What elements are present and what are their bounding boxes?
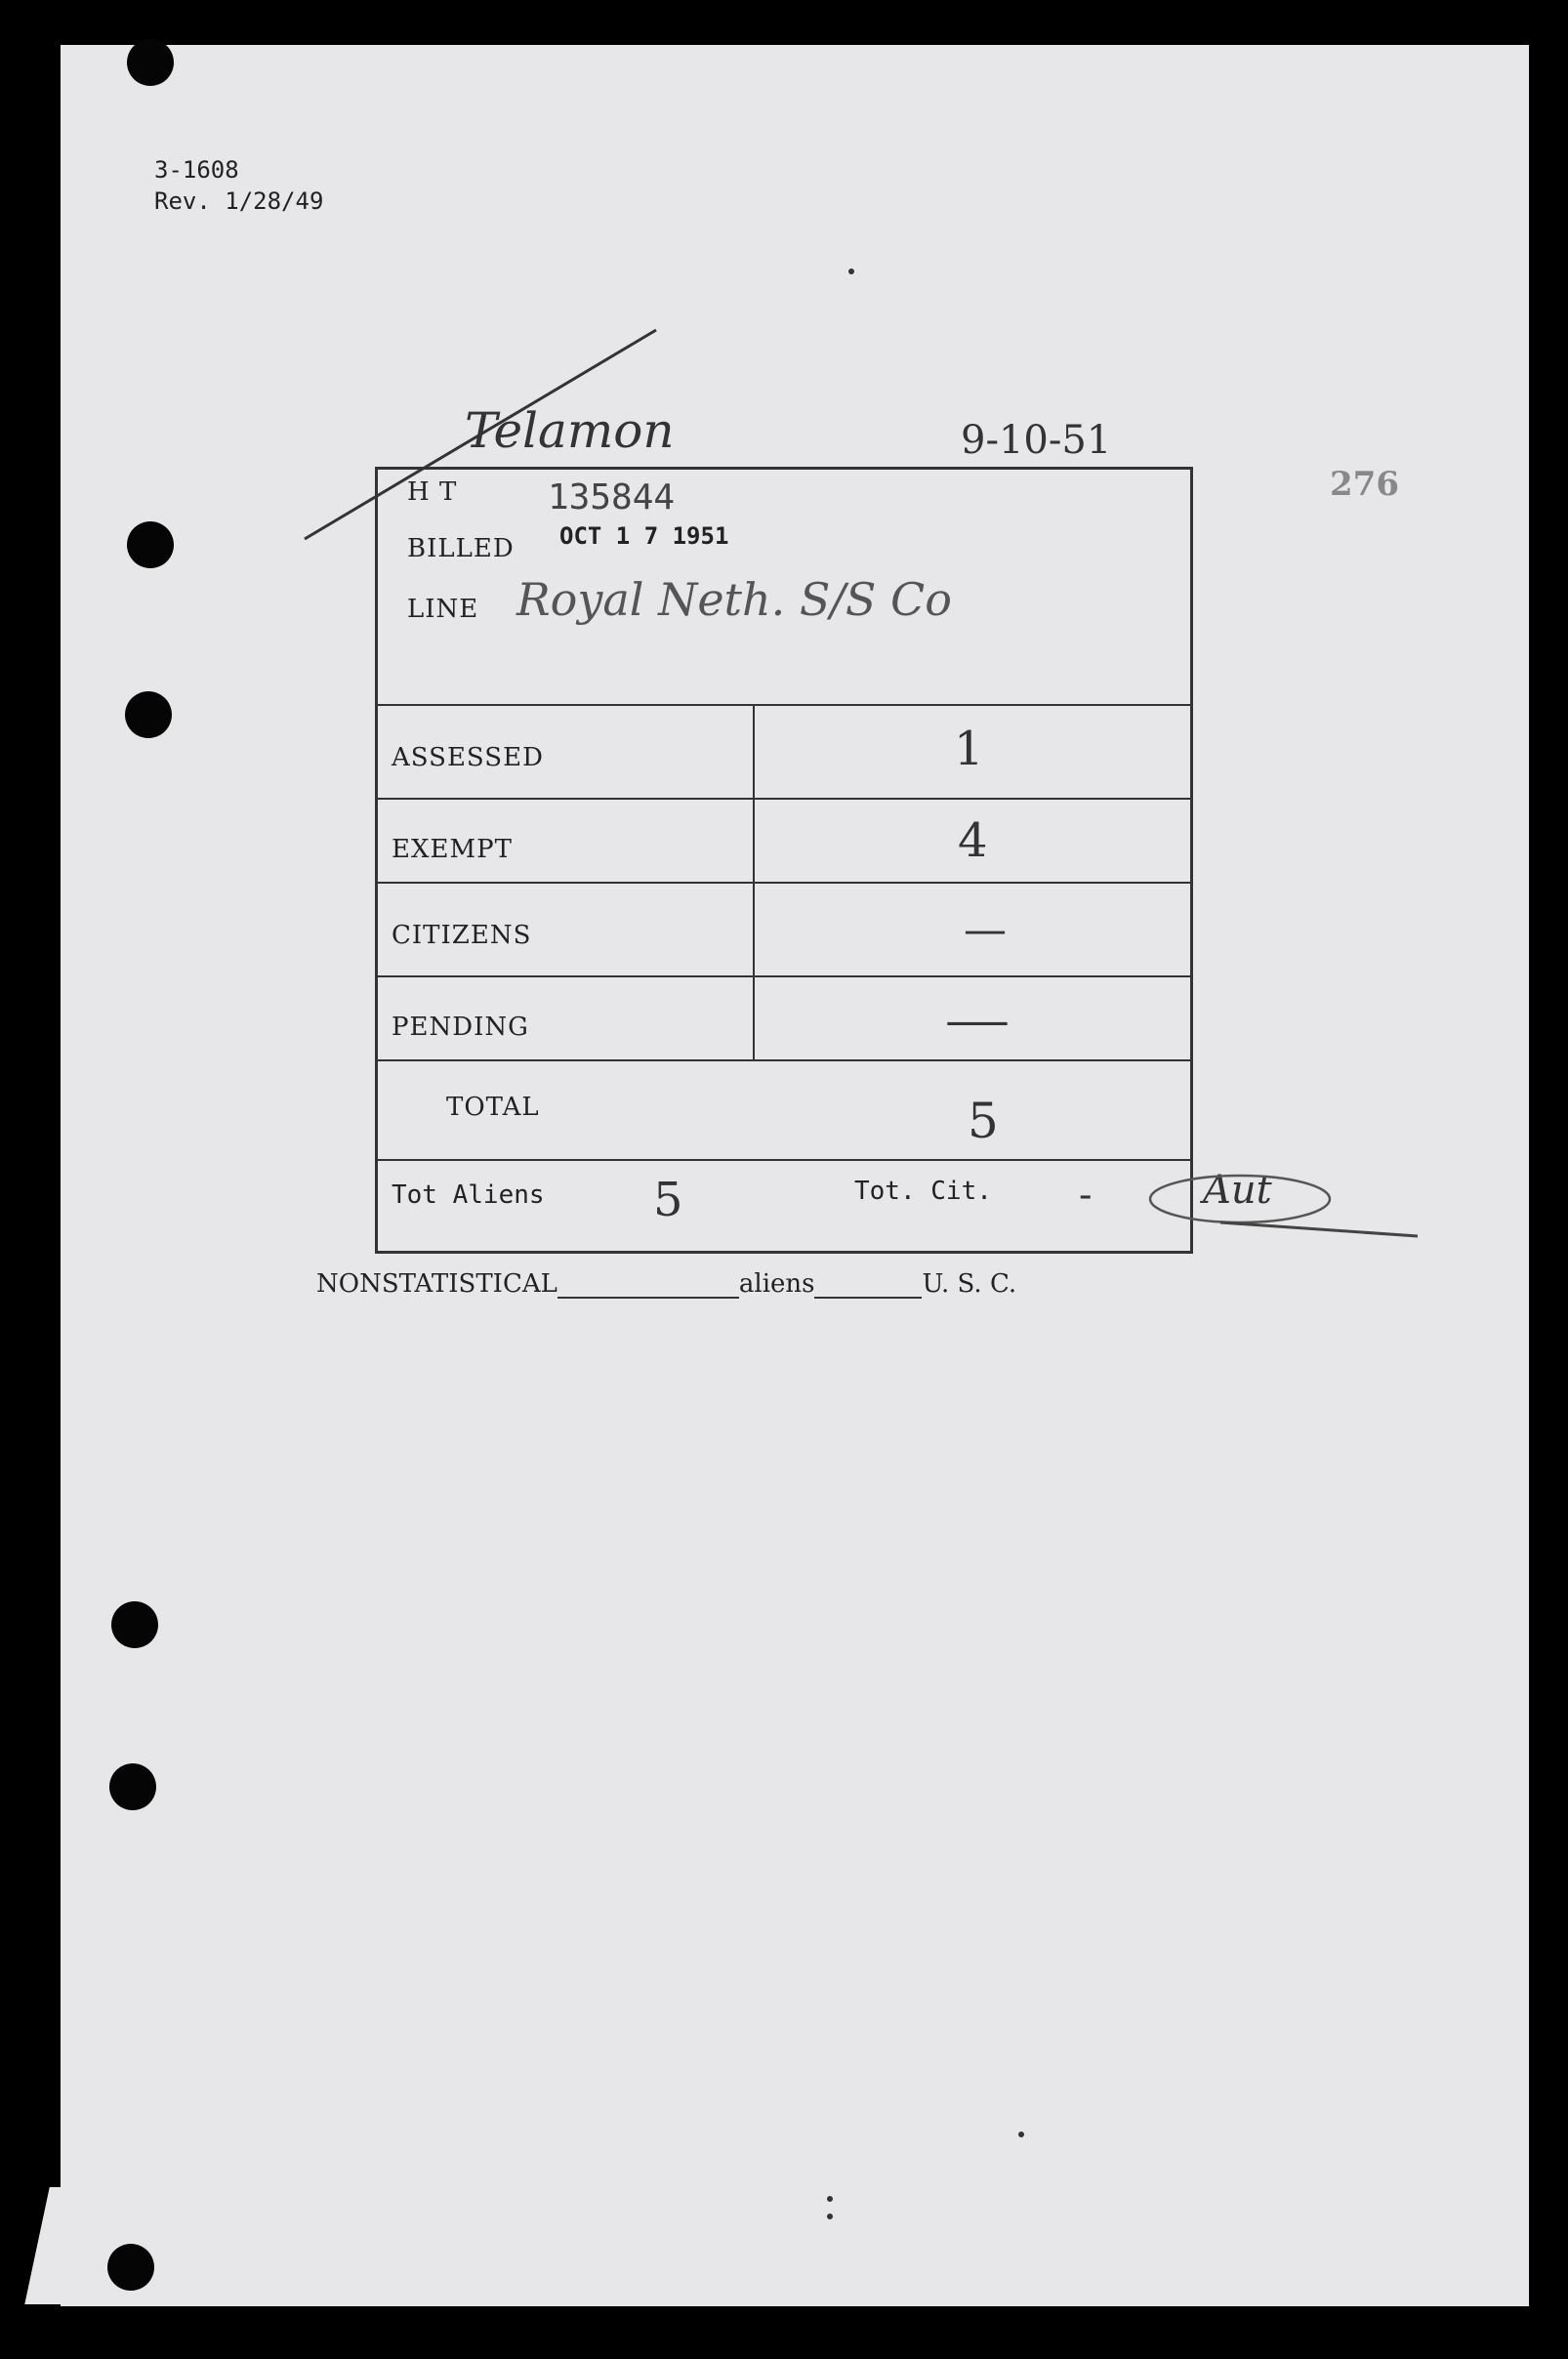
inspector-initials: Aut <box>1203 1168 1272 1213</box>
total-value: 5 <box>968 1093 999 1149</box>
tot-aliens-label: Tot Aliens <box>392 1180 545 1210</box>
row-assessed-value: 1 <box>954 722 984 776</box>
tot-aliens-value: 5 <box>653 1173 683 1227</box>
total-label: TOTAL <box>446 1093 540 1122</box>
ht-label: H T <box>407 477 458 507</box>
check-stroke <box>305 330 656 539</box>
speck <box>827 2214 833 2219</box>
row-pending-label: PENDING <box>392 1013 529 1042</box>
speck <box>827 2196 833 2202</box>
row-citizens-label: CITIZENS <box>392 921 532 950</box>
page-stamp: 276 <box>1330 465 1399 504</box>
row-assessed-label: ASSESSED <box>392 743 544 772</box>
nonstatistical-label: NONSTATISTICAL <box>316 1269 557 1299</box>
row-citizens-value: — <box>964 905 1007 955</box>
tot-cit-value: - <box>1079 1173 1093 1218</box>
manifest-date: 9-10-51 <box>961 418 1112 463</box>
initials-underline <box>1220 1222 1418 1236</box>
vessel-name: Telamon <box>465 402 675 459</box>
row-exempt-label: EXEMPT <box>392 835 513 864</box>
speck <box>848 269 854 274</box>
usc-label: U. S. C. <box>922 1269 1017 1299</box>
speck <box>1018 2131 1024 2137</box>
aliens-label: aliens <box>738 1269 815 1299</box>
ht-number: 135844 <box>548 477 676 517</box>
billed-label: BILLED <box>407 534 515 563</box>
row-exempt-value: 4 <box>958 813 988 868</box>
form-number: 3-1608 <box>154 156 239 184</box>
initials-loop <box>1150 1176 1330 1222</box>
form-revision: Rev. 1/28/49 <box>154 187 324 215</box>
tot-cit-label: Tot. Cit. <box>854 1177 992 1206</box>
row-pending-value: — <box>944 993 1011 1048</box>
line-value: Royal Neth. S/S Co <box>516 573 952 626</box>
line-label: LINE <box>407 595 479 624</box>
billed-date-stamp: OCT 1 7 1951 <box>559 522 729 550</box>
